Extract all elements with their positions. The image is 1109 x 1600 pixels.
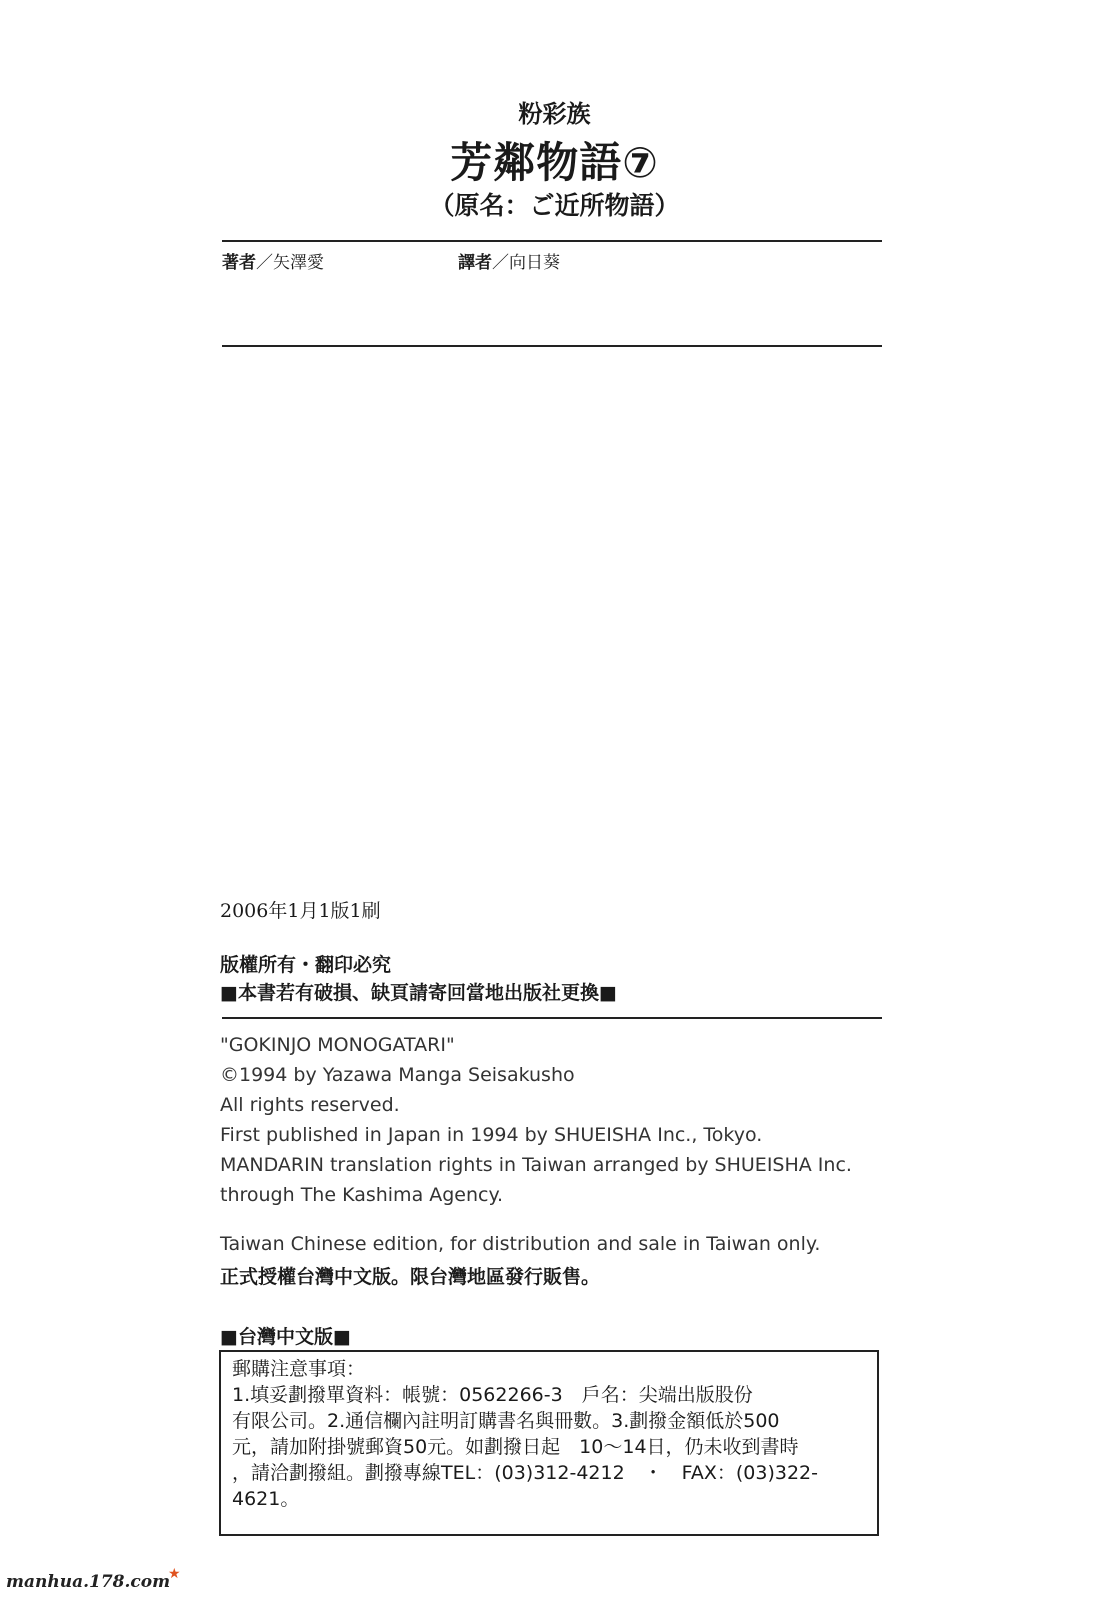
book-title: 芳鄰物語⑦: [450, 138, 659, 187]
top-rule: [222, 240, 882, 242]
author-credit: [222, 248, 324, 273]
rights-line-2: ■本書若有破損、缺頁請寄回當地出版社更換■: [220, 982, 617, 1004]
english-line: First published in Japan in 1994 by SHUEISHA Inc., Tokyo.: [220, 1124, 763, 1146]
rights-rule: [222, 1017, 882, 1019]
rights-line-1: 版權所有・翻印必究: [220, 954, 392, 976]
separator: ／: [256, 253, 273, 273]
mail-order-text: [232, 1356, 882, 1512]
series-label: 粉彩族: [518, 100, 591, 128]
mail-order-line: 元，請加附掛號郵資50元。如劃撥日起 10〜14日，仍未收到書時: [232, 1436, 799, 1458]
original-name: （原名：ご近所物語）: [429, 191, 680, 220]
translator-label: 譯者: [458, 253, 492, 273]
mail-order-line: ，請洽劃撥組。劃撥專線TEL：(03)312-4212 ・ FAX：(03)322-: [232, 1462, 818, 1484]
author-name: 矢澤愛: [273, 253, 324, 273]
taiwan-edition-label: ■台灣中文版■: [220, 1326, 351, 1348]
distribution-chinese: 正式授權台灣中文版。限台灣地區發行販售。: [220, 1266, 601, 1288]
mail-order-line: 4621。: [232, 1488, 300, 1510]
english-line: MANDARIN translation rights in Taiwan arranged by SHUEISHA Inc.: [220, 1154, 852, 1176]
separator: ／: [492, 253, 509, 273]
credits-rule: [222, 345, 882, 347]
watermark: manhua.178.com: [6, 1572, 171, 1592]
author-label: 著者: [222, 253, 256, 273]
distribution-english: Taiwan Chinese edition, for distribution and sale in Taiwan only.: [220, 1233, 821, 1255]
english-line: "GOKINJO MONOGATARI": [220, 1034, 455, 1056]
mail-order-heading: 郵購注意事項：: [232, 1358, 366, 1380]
english-line: All rights reserved.: [220, 1094, 400, 1116]
mail-order-line: 1.填妥劃撥單資料：帳號：0562266-3 戶名：尖端出版股份: [232, 1384, 753, 1406]
watermark-star-icon: ★: [168, 1566, 181, 1582]
mail-order-line: 有限公司。2.通信欄內註明訂購書名與冊數。3.劃撥金額低於500: [232, 1410, 780, 1432]
english-line: through The Kashima Agency.: [220, 1184, 504, 1206]
translator-name: 向日葵: [509, 253, 560, 273]
edition-info: 2006年1月1版1刷: [220, 900, 381, 922]
english-line: ©1994 by Yazawa Manga Seisakusho: [220, 1064, 575, 1086]
translator-credit: [458, 248, 560, 273]
